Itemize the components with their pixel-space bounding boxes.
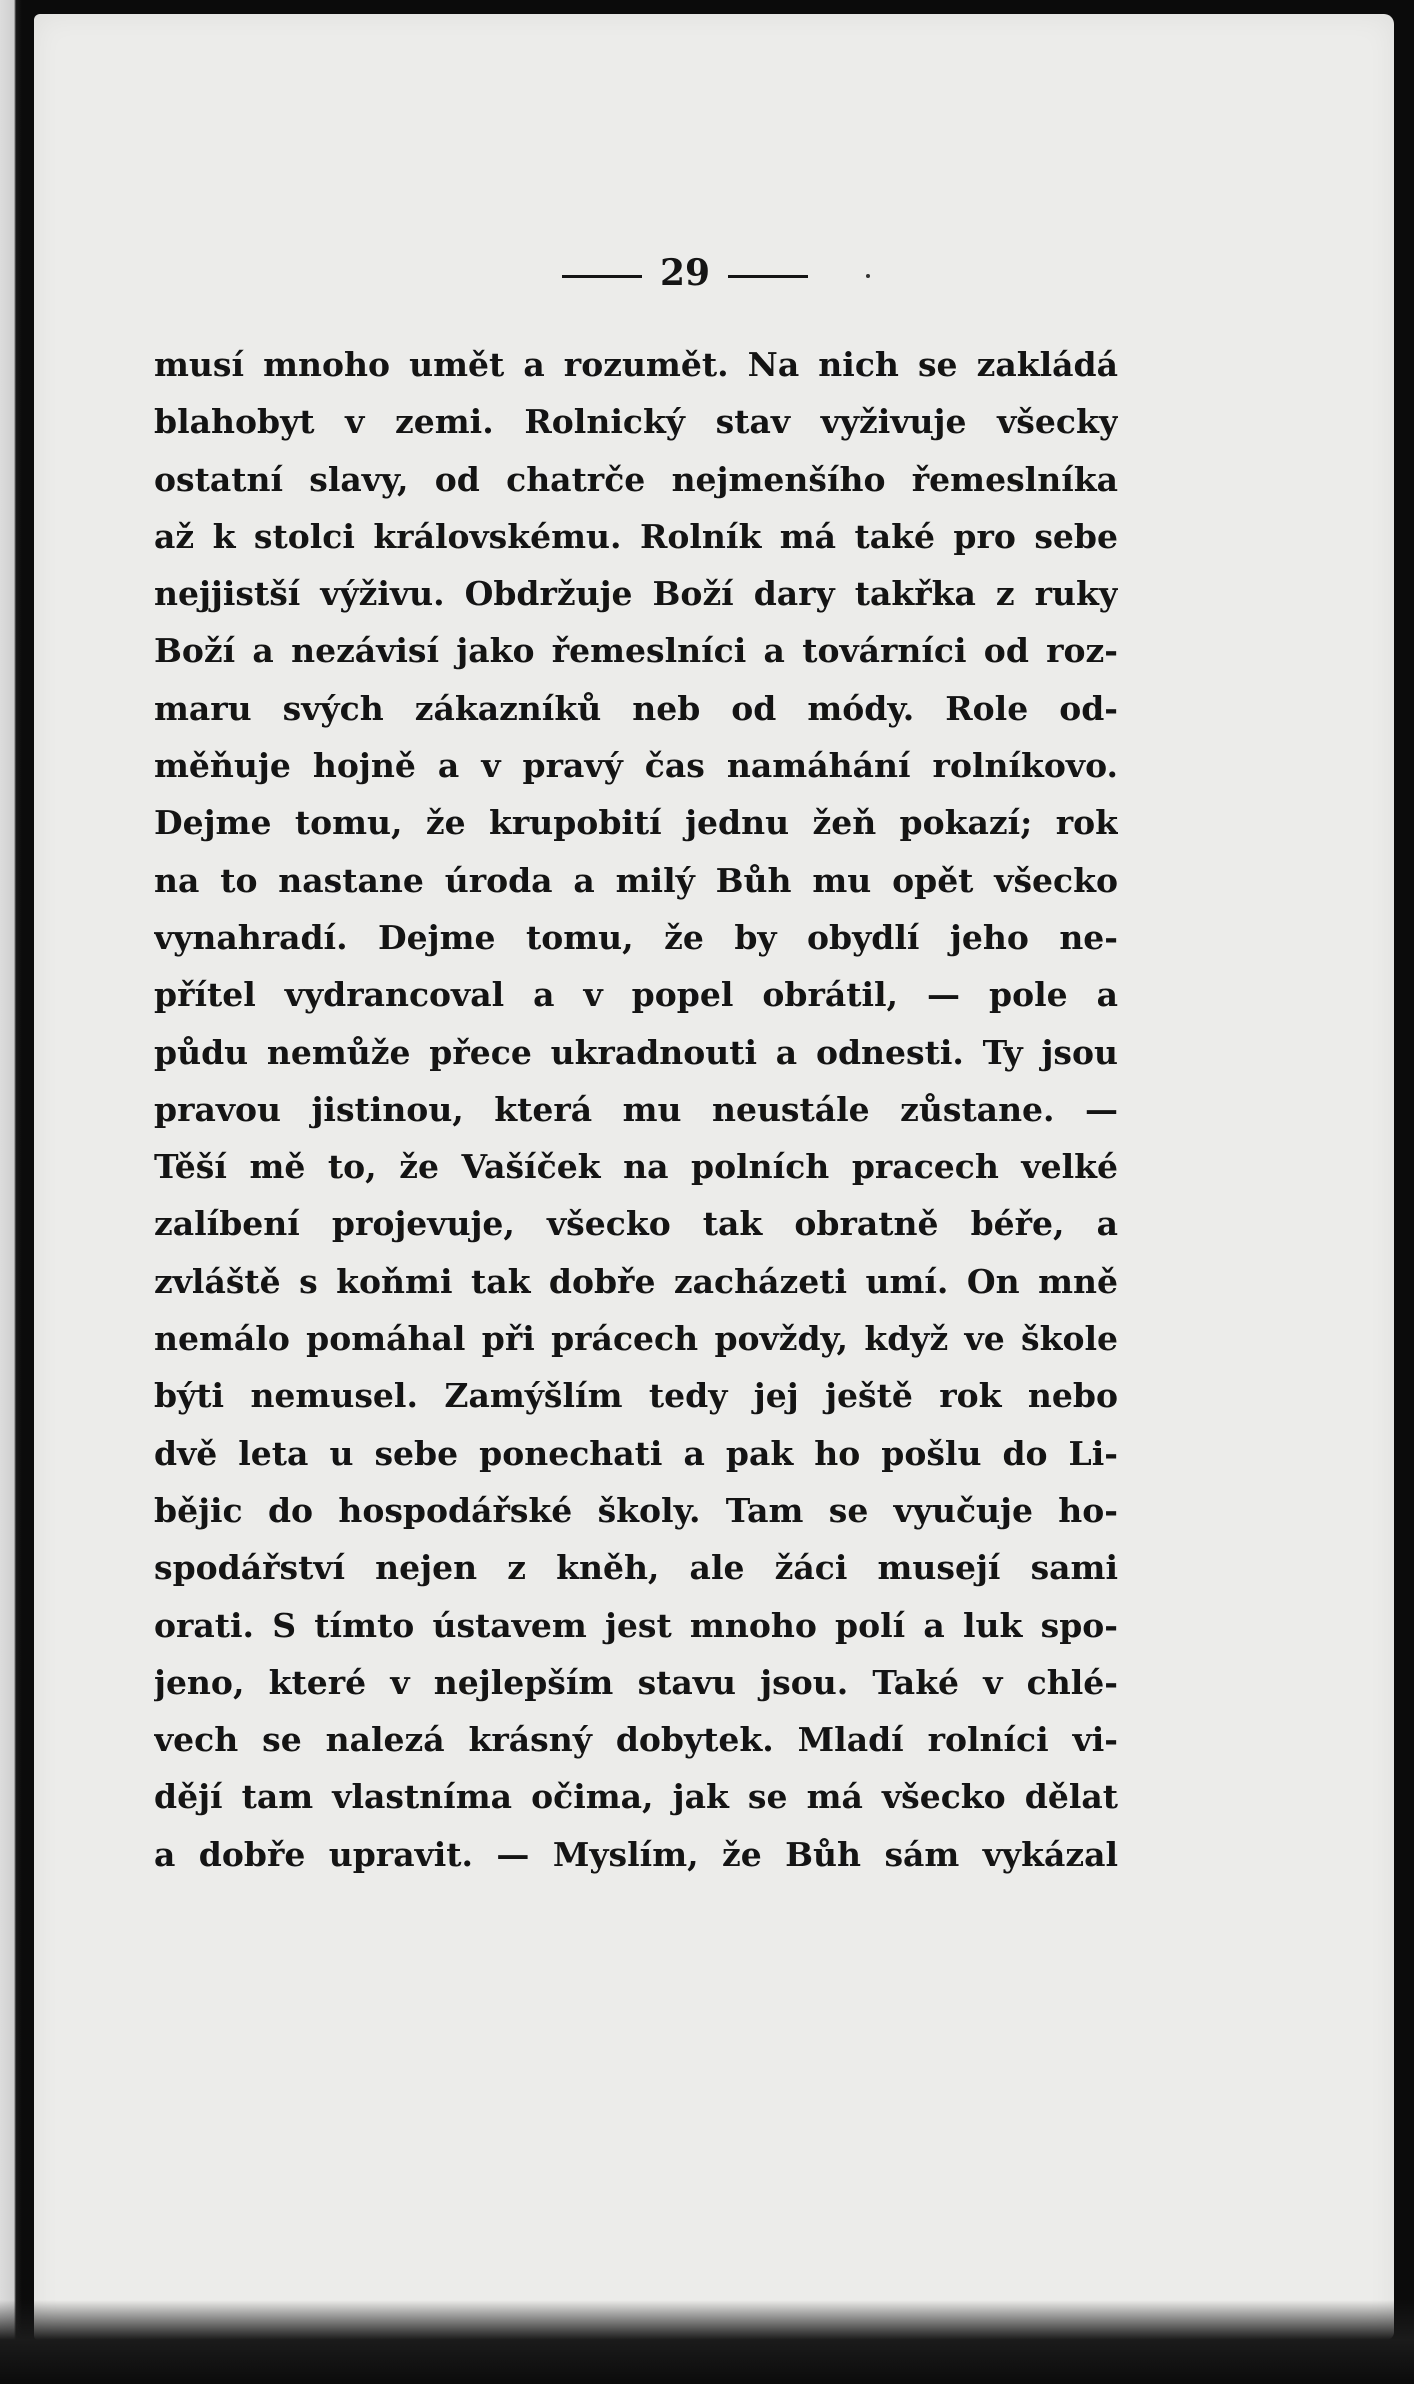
text-line: spodářství nejen z kněh, ale žáci musejí sami: [154, 1548, 1118, 1588]
page-header: [0, 252, 1414, 294]
text-line: Dejme tomu, že krupobití jednu žeň pokazí; rok: [154, 803, 1118, 843]
text-line: nemálo pomáhal při prácech povždy, když ve škole: [154, 1319, 1118, 1359]
text-line: Boží a nezávisí jako řemeslníci a továrníci od roz-: [154, 631, 1118, 671]
text-line: přítel vydrancoval a v popel obrátil, — pole a: [154, 975, 1118, 1015]
text-line: pravou jistinou, která mu neustále zůstane. —: [154, 1089, 1118, 1129]
page-body-text: [154, 336, 1118, 1883]
page-number: 29: [659, 252, 711, 294]
text-line: Těší mě to, že Vašíček na polních pracech velké: [154, 1147, 1118, 1187]
text-line: na to nastane úroda a milý Bůh mu opět všecko: [154, 860, 1118, 900]
text-line: vech se nalezá krásný dobytek. Mladí rolníci vi-: [154, 1720, 1118, 1760]
text-line: býti nemusel. Zamýšlím tedy jej ještě rok nebo: [154, 1376, 1118, 1416]
header-rule-left: [562, 275, 642, 278]
text-line: až k stolci královskému. Rolník má také pro sebe: [154, 516, 1118, 556]
text-line: maru svých zákazníků neb od módy. Role od-: [154, 688, 1118, 728]
text-line: ostatní slavy, od chatrče nejmenšího řemeslníka: [154, 459, 1118, 499]
text-line: dvě leta u sebe ponechati a pak ho pošlu do Li-: [154, 1433, 1118, 1473]
page-bottom-edge: [0, 2300, 1414, 2384]
text-line: zalíbení projevuje, všecko tak obratně béře, a: [154, 1204, 1118, 1244]
text-line: běјic do hospodářské školy. Tam se vyučuje ho-: [154, 1490, 1118, 1530]
text-line: a dobře upravit. — Myslím, že Bůh sám vykázal: [154, 1834, 1118, 1874]
text-line: dějí tam vlastníma očima, jak se má všecko dělat: [154, 1777, 1118, 1817]
text-line: zvláště s koňmi tak dobře zacházeti umí. On mně: [154, 1261, 1118, 1301]
text-line: nejjistší výživu. Obdržuje Boží dary takřka z ruky: [154, 574, 1118, 614]
text-line: jeno, které v nejlepším stavu jsou. Také v chlé-: [154, 1662, 1118, 1702]
text-line: blahobyt v zemi. Rolnický stav vyživuje všecky: [154, 402, 1118, 442]
text-line: orati. S tímto ústavem jest mnoho polí a luk spo-: [154, 1605, 1118, 1645]
speck: [866, 274, 870, 278]
text-line: musí mnoho umět a rozumět. Na nich se zakládá: [154, 345, 1118, 384]
text-line: měňuje hojně a v pravý čas namáhání rolníkovo.: [154, 746, 1118, 786]
header-rule-right: [728, 275, 808, 278]
text-line: vynahradí. Dejme tomu, že by obydlí jeho ne-: [154, 917, 1118, 957]
text-line: půdu nemůže přece ukradnouti a odnesti. Ty jsou: [154, 1032, 1118, 1072]
previous-page-edge: [0, 0, 22, 2384]
